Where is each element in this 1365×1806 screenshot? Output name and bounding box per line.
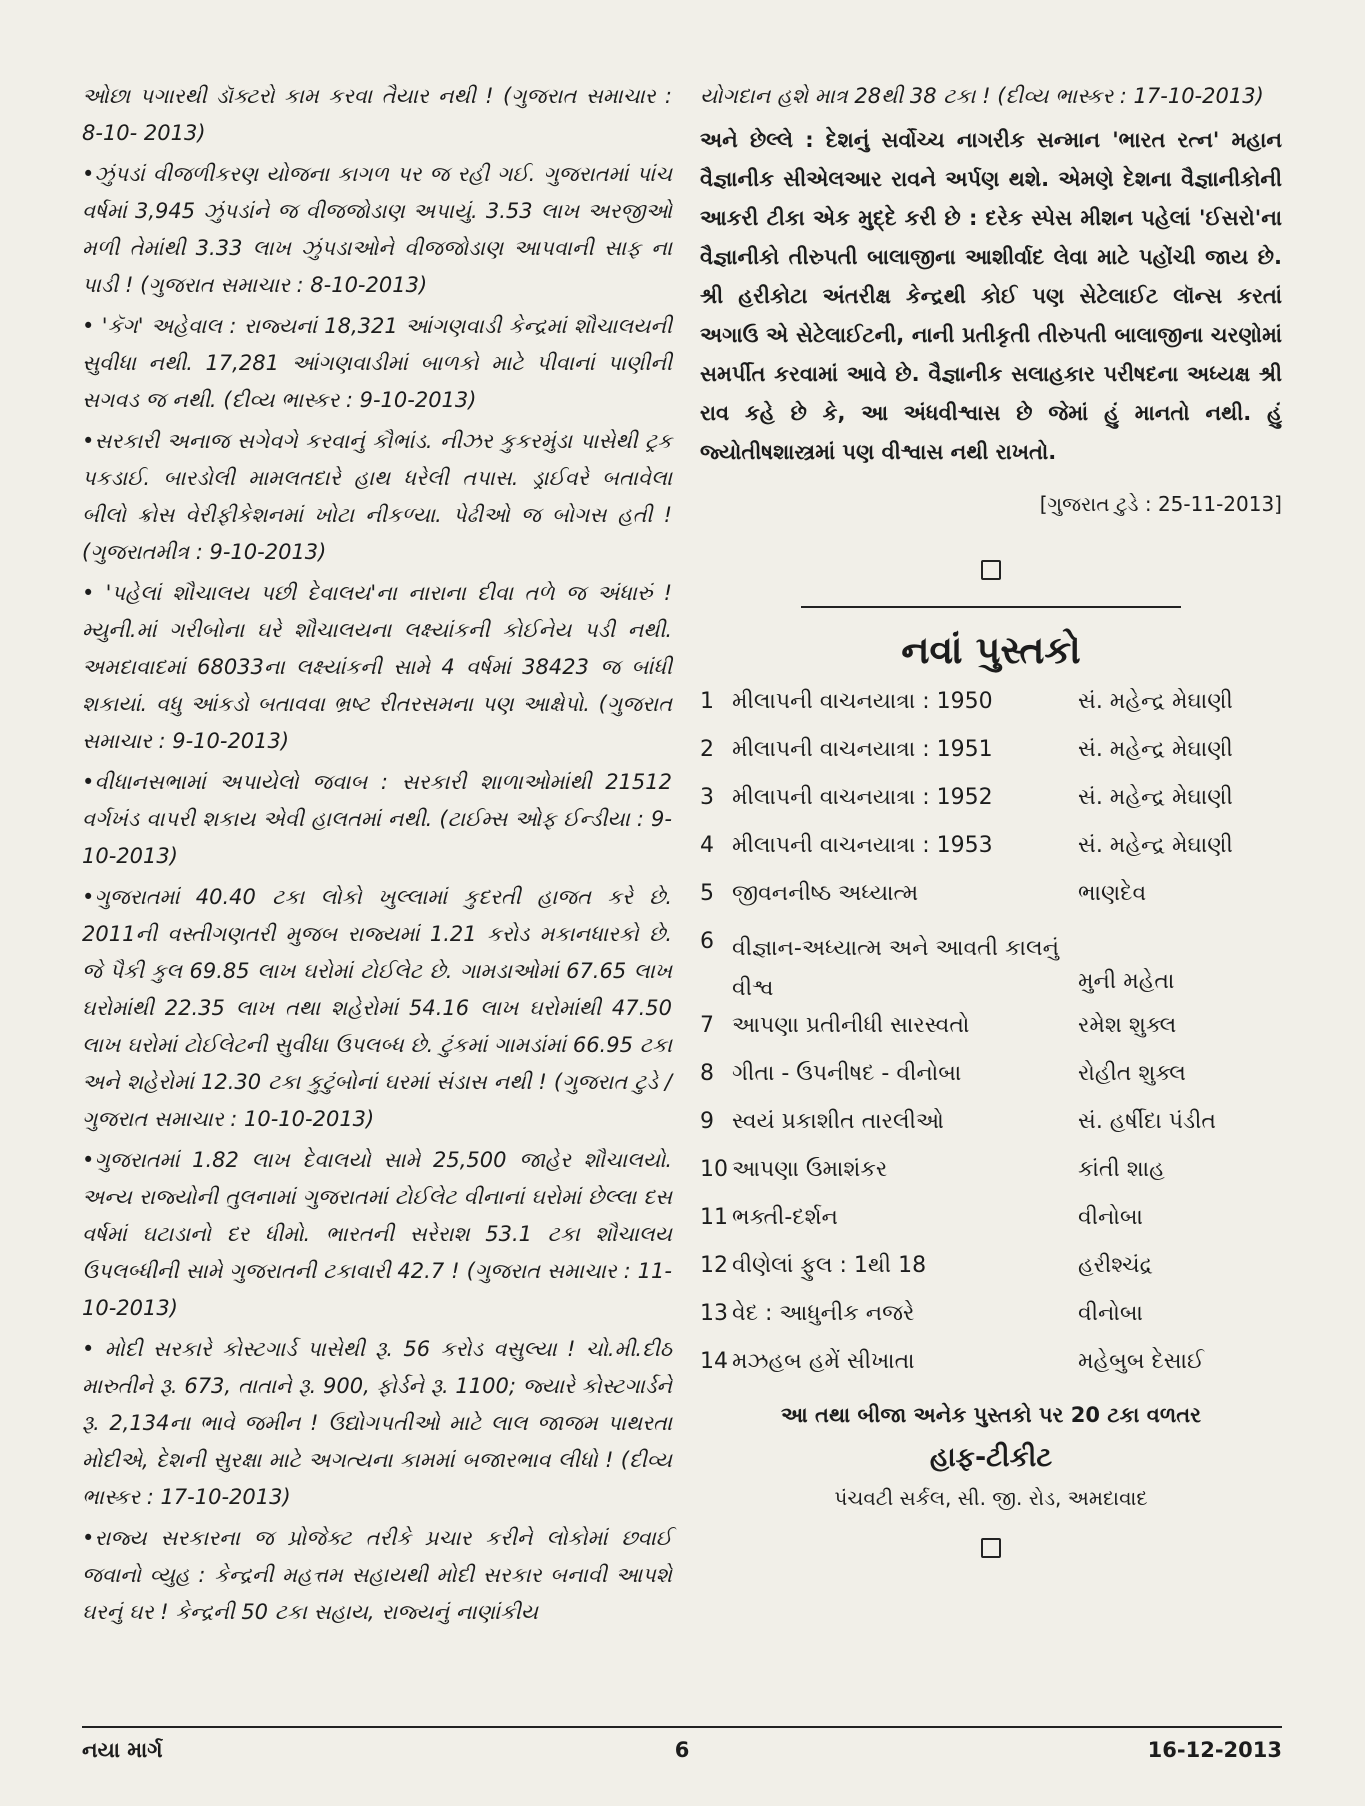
book-list-item [700,1205,1282,1253]
book-author: સં. મહેન્દ્ર મેઘાણી [1078,737,1233,762]
news-item: • મોદી સરકારે કોસ્ટગાર્ડ પાસેથી રૂ. 56 કરોડ વસુલ્યા ! ચો.મી.દીઠ મારુતીને રૂ. 673, તાતાને રૂ. 900, ફોર્ડને રૂ. 1100; જ્યારે કોસ્ટગાર્ડને રૂ. 2,134ના ભાવે જમીન ! ઉદ્યોગપતીઓ માટે લાલ જાજમ પાથરતા મોદીએ, દેશની સુરક્ષા માટે અગત્યના કામમાં બજારભાવ લીધો ! (દીવ્ય ભાસ્કર : 17-10-2013) [82,1337,672,1509]
book-title: મીલાપની વાચનયાત્રા : 1950 [732,689,993,714]
book-number: 14 [700,1349,728,1374]
footer-divider [82,1726,1282,1728]
book-title: વીણેલાં ફુલ : 1થી 18 [732,1253,927,1278]
book-title: વેદ : આધુનીક નજરે [732,1301,915,1326]
book-number: 11 [700,1205,728,1230]
book-title: મીલાપની વાચનયાત્રા : 1953 [732,833,993,858]
book-number: 3 [700,785,714,810]
news-item: • 'પહેલાં શૌચાલય પછી દેવાલય'ના નારાના દીવા તળે જ અંધારું ! મ્યુની.માં ગરીબોના ઘરે શૌચાલયના લક્ષ્યાંકની કોઈનેય પડી નથી. અમદાવાદમાં 68033ના લક્ષ્યાંકની સામે 4 વર્ષમાં 38423 જ બાંધી શકાયાં. વધુ આંકડો બતાવવા ભ્રષ્ટ રીતરસમના પણ આક્ષેપો. (ગુજરાત સમાચાર : 9-10-2013) [82,581,672,753]
shop-address: પંચવટી સર્કલ, સી. જી. રોડ, અમદાવાદ [834,1486,1148,1510]
book-title: ગીતા - ઉપનીષદ - વીનોબા [732,1061,962,1086]
book-number: 1 [700,689,714,714]
left-column [82,78,672,1635]
book-number: 2 [700,737,714,762]
book-title: મઝહબ હમેં સીખાતા [732,1349,915,1374]
page-number: 6 [674,1738,690,1762]
news-item: •ગુજરાતમાં 1.82 લાખ દેવાલયો સામે 25,500 જાહેર શૌચાલયો. અન્ય રાજ્યોની તુલનામાં ગુજરાતમાં ટોઈલેટ વીનાનાં ઘરોમાં છેલ્લા દસ વર્ષમાં ઘટાડાનો દર ધીમો. ભારતની સરેરાશ 53.1 ટકા શૌચાલય ઉપલબ્ધીની સામે ગુજરાતની ટકાવારી 42.7 ! (ગુજરાત સમાચાર : 11-10-2013) [82,1148,672,1320]
book-title: આપણા પ્રતીનીધી સારસ્વતો [732,1013,970,1038]
news-item: •સરકારી અનાજ સગેવગે કરવાનું કૌભાંડ. નીઝર કુકરમુંડા પાસેથી ટ્રક પકડાઈ. બારડોલી મામલતદારે હાથ ધરેલી તપાસ. ડ્રાઈવરે બતાવેલા બીલો ક્રોસ વેરીફીકેશનમાં ખોટા નીકળ્યા. પેઢીઓ જ બોગસ હતી ! (ગુજરાતમીત્ર : 9-10-2013) [82,429,672,564]
book-number: 9 [700,1109,714,1134]
book-author: રોહીત શુક્લ [1078,1061,1186,1086]
book-author: મુની મહેતા [1078,969,1175,994]
book-list-item [700,881,1282,929]
book-list-item [700,785,1282,833]
book-author: સં. મહેન્દ્ર મેઘાણી [1078,833,1233,858]
book-list-item [700,1109,1282,1157]
book-list-item [700,1301,1282,1349]
section-end-square-icon [981,560,1001,580]
discount-note: આ તથા બીજા અનેક પુસ્તકો પર 20 ટકા વળતર [781,1403,1201,1427]
news-item: • 'કૅગ' અહેવાલ : રાજ્યનાં 18,321 આંગણવાડી કેન્દ્રમાં શૌચાલયની સુવીધા નથી. 17,281 આંગણવાડીમાં બાળકો માટે પીવાનાં પાણીની સગવડ જ નથી. (દીવ્ય ભાસ્કર : 9-10-2013) [82,314,672,412]
book-author: કાંતી શાહ [1078,1157,1165,1182]
book-title: ભક્તી-દર્શન [732,1205,838,1230]
book-list-item [700,1157,1282,1205]
book-number: 8 [700,1061,714,1086]
book-list-item [700,737,1282,785]
issue-date: 16-12-2013 [1147,1738,1282,1762]
book-number: 4 [700,833,714,858]
section-divider [801,606,1181,608]
book-list-item [700,833,1282,881]
publication-name: નયા માર્ગ [82,1738,163,1762]
news-item: •ઝુંપડાં વીજળીકરણ યોજના કાગળ પર જ રહી ગઈ. ગુજરાતમાં પાંચ વર્ષમાં 3,945 ઝુંપડાંને જ વીજજોડાણ અપાયું. 3.53 લાખ અરજીઓ મળી તેમાંથી 3.33 લાખ ઝુંપડાઓને વીજજોડાણ આપવાની સાફ ના પાડી ! (ગુજરાત સમાચાર : 8-10-2013) [82,162,672,297]
book-author: વીનોબા [1078,1205,1143,1230]
book-list-item [700,1061,1282,1109]
book-number: 6 [700,929,714,954]
book-author: સં. મહેન્દ્ર મેઘાણી [1078,785,1233,810]
book-author: રમેશ શુક્લ [1078,1013,1177,1038]
book-list-item [700,1349,1282,1397]
book-list-item [700,1013,1282,1061]
book-number: 10 [700,1157,728,1182]
book-title: આપણા ઉમાશંકર [732,1157,888,1182]
books-heading: નવાં પુસ્તકો [901,628,1081,672]
book-list [700,689,1282,1397]
book-list-item [700,1253,1282,1301]
book-title: સ્વયં પ્રકાશીત તારલીઓ [732,1109,944,1134]
news-item: ઓછા પગારથી ડૉક્ટરો કામ કરવા તૈયાર નથી ! (ગુજરાત સમાચાર : 8-10- 2013) [82,84,672,145]
book-author: સં. હર્ષીદા પંડીત [1078,1109,1216,1134]
book-title: મીલાપની વાચનયાત્રા : 1952 [732,785,993,810]
book-number: 12 [700,1253,728,1278]
news-item: •વીધાનસભામાં અપાયેલો જવાબ : સરકારી શાળાઓમાંથી 21512 વર્ગખંડ વાપરી શકાય એવી હાલતમાં નથી. (ટાઈમ્સ ઓફ ઈન્ડીયા : 9-10-2013) [82,770,672,868]
book-author: હરીશ્ચંદ્ર [1078,1253,1153,1278]
book-author: ભાણદેવ [1078,881,1147,906]
book-list-item [700,689,1282,737]
book-number: 5 [700,881,714,906]
closing-note: અને છેલ્લે : દેશનું સર્વોચ્ચ નાગરીક સન્માન 'ભારત રત્ન' મહાન વૈજ્ઞાનીક સીએલઆર રાવને અર્પણ થશે. એમણે દેશના વૈજ્ઞાનીકોની આકરી ટીકા એક મુદ્દે કરી છે : દરેક સ્પેસ મીશન પહેલાં 'ઈસરો'ના વૈજ્ઞાનીકો તીરુપતી બાલાજીના આશીર્વાદ લેવા માટે પહોંચી જાય છે. શ્રી હરીકોટા અંતરીક્ષ કેન્દ્રથી કોઈ પણ સેટેલાઈટ લૉન્સ કરતાં અગાઉ એ સેટેલાઈટની, નાની પ્રતીકૃતી તીરુપતી બાલાજીના ચરણોમાં સમર્પીત કરવામાં આવે છે. વૈજ્ઞાનીક સલાહકાર પરીષદના અધ્યક્ષ શ્રી રાવ કહે છે કે, આ અંધવીશ્વાસ છે જેમાં હું માનતો નથી. હું જ્યોતીષશાસ્ત્રમાં પણ વીશ્વાસ નથી રાખતો. [700,128,1282,464]
book-number: 7 [700,1013,714,1038]
shop-name: હાફ-ટીકીટ [929,1442,1053,1473]
book-title: વીજ્ઞાન-અધ્યાત્મ અને આવતી કાલનું વીશ્વ [732,936,1059,1001]
news-item-continued: યોગદાન હશે માત્ર 28થી 38 ટકા ! (દીવ્ય ભાસ્કર : 17-10-2013) [700,84,1264,108]
section-end-square-icon [981,1538,1001,1558]
news-item: •રાજ્ય સરકારના જ પ્રોજેક્ટ તરીકે પ્રચાર કરીને લોકોમાં છવાઈ જવાનો વ્યુહ : કેન્દ્રની મહત્તમ સહાયથી મોદી સરકાર બનાવી આપશે ઘરનું ઘર ! કેન્દ્રની 50 ટકા સહાય, રાજ્યનું નાણાંકીય [82,1526,672,1624]
news-item: •ગુજરાતમાં 40.40 ટકા લોકો ખુલ્લામાં કુદરતી હાજત કરે છે. 2011ની વસ્તીગણતરી મુજબ રાજ્યમાં 1.21 કરોડ મકાનધારકો છે. જે પૈકી કુલ 69.85 લાખ ઘરોમાં ટોઈલેટ છે. ગામડાઓમાં 67.65 લાખ ઘરોમાંથી 22.35 લાખ તથા શહેરોમાં 54.16 લાખ ઘરોમાંથી 47.50 લાખ ઘરોમાં ટોઈલેટની સુવીધા ઉપલબ્ધ છે. ટુંકમાં ગામડાંમાં 66.95 ટકા અને શહેરોમાં 12.30 ટકા કુટુંબોનાં ઘરમાં સંડાસ નથી ! (ગુજરાત ટુડે /ગુજરાત સમાચાર : 10-10-2013) [82,885,672,1131]
book-number: 13 [700,1301,728,1326]
right-column [700,78,1282,1558]
book-title: જીવનનીષ્ઠ અધ્યાત્મ [732,881,919,906]
book-author: સં. મહેન્દ્ર મેઘાણી [1078,689,1233,714]
source-citation: [ગુજરાત ટુડે : 25-11-2013] [1039,492,1282,516]
book-author: વીનોબા [1078,1301,1143,1326]
book-title: મીલાપની વાચનયાત્રા : 1951 [732,737,993,762]
book-list-item [700,929,1282,1013]
book-author: મહેબુબ દેસાઈ [1078,1349,1204,1374]
